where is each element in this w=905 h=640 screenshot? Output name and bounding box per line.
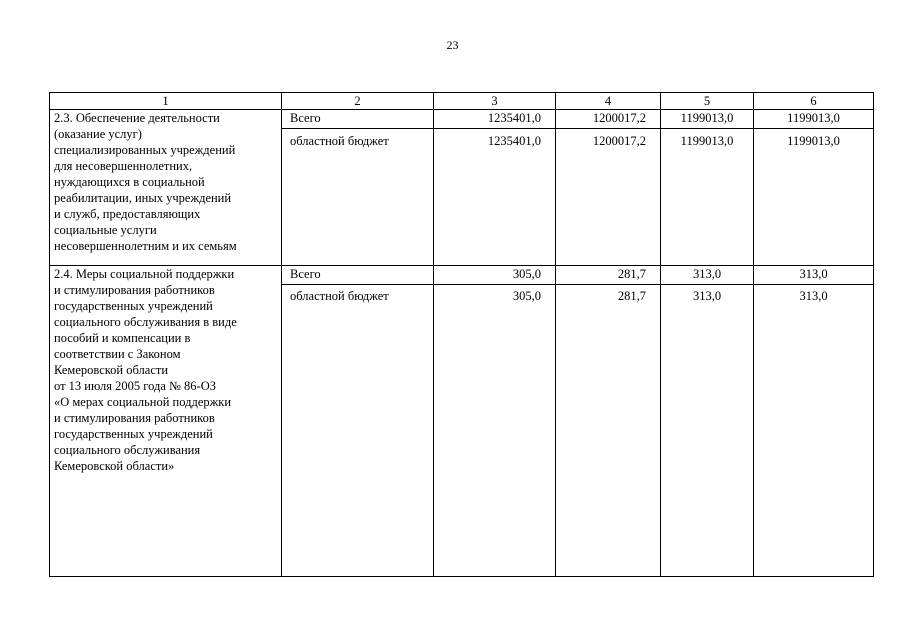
value-cell: 1199013,0 <box>661 129 754 266</box>
value-cell: 305,0 <box>434 266 556 285</box>
value-cell: 1199013,0 <box>754 129 874 266</box>
page-number: 23 <box>446 38 459 52</box>
header-row <box>50 93 874 110</box>
budget-table <box>49 92 874 577</box>
value-cell: 1199013,0 <box>754 110 874 129</box>
table-row <box>50 110 874 129</box>
header-cell: 4 <box>556 93 661 110</box>
row-description: 2.4. Меры социальной поддержки и стимулирования работников государственных учреждений социального обслуживания в виде пособий и компенсации в соответствии с Законом Кемеровской области от 13 июля 2005 года № 86-ОЗ «О мерах социальной поддержки и стимулирования работников государственных учреждений социального обслуживания Кемеровской области» <box>50 266 282 577</box>
value-cell: 313,0 <box>661 285 754 577</box>
funding-source: областной бюджет <box>282 129 434 266</box>
funding-source: Всего <box>282 266 434 285</box>
value-cell: 313,0 <box>754 266 874 285</box>
table-row <box>50 266 874 285</box>
funding-source: областной бюджет <box>282 285 434 577</box>
value-cell: 281,7 <box>556 285 661 577</box>
value-cell: 1235401,0 <box>434 129 556 266</box>
header-cell: 1 <box>50 93 282 110</box>
value-cell: 1200017,2 <box>556 129 661 266</box>
header-cell: 2 <box>282 93 434 110</box>
value-cell: 313,0 <box>754 285 874 577</box>
value-cell: 281,7 <box>556 266 661 285</box>
header-cell: 5 <box>661 93 754 110</box>
funding-source: Всего <box>282 110 434 129</box>
row-description: 2.3. Обеспечение деятельности (оказание услуг) специализированных учреждений для несовершеннолетних, нуждающихся в социальной реабилитации, иных учреждений и служб, предоставляющих социальные услуги несовершеннолетним и их семьям <box>50 110 282 266</box>
value-cell: 1199013,0 <box>661 110 754 129</box>
header-cell: 3 <box>434 93 556 110</box>
header-cell: 6 <box>754 93 874 110</box>
value-cell: 1200017,2 <box>556 110 661 129</box>
value-cell: 305,0 <box>434 285 556 577</box>
value-cell: 313,0 <box>661 266 754 285</box>
value-cell: 1235401,0 <box>434 110 556 129</box>
